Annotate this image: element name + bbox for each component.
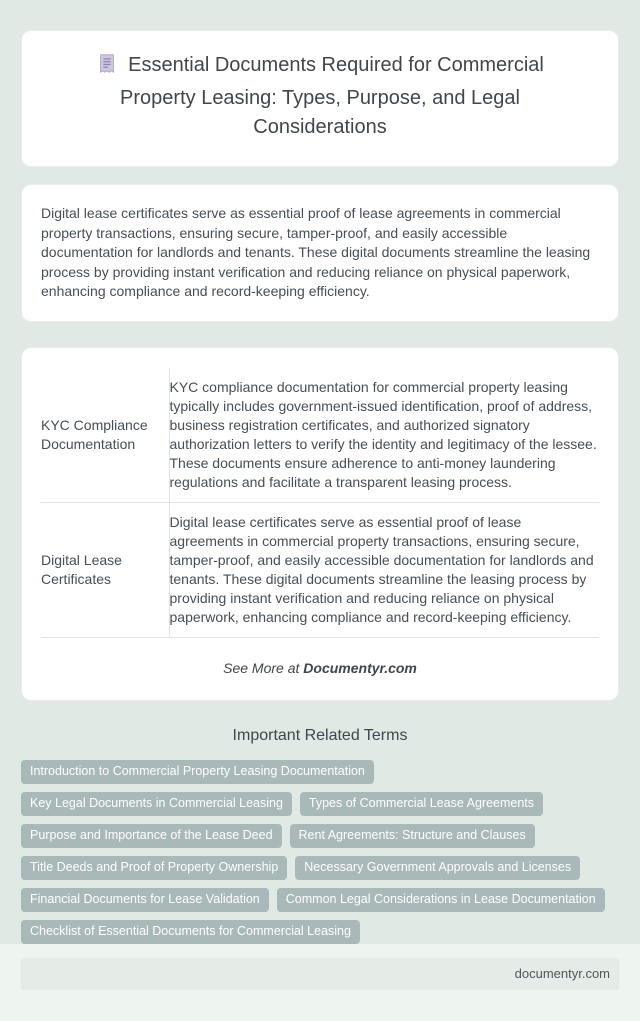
intro-paragraph: Digital lease certificates serve as essential proof of lease agreements in commercial property transactions, ensuring secure, tamper-proof, and easily accessible documentation for landlords and tenants. These digital documents streamline the leasing process by providing instant verification and reducing reliance on physical paperwork, enhancing compliance and record-keeping efficiency. [41,205,591,299]
see-more-line [41,660,599,676]
term-cell: Digital Lease Certificates [41,502,169,637]
footer-site-label: documentyr.com [514,966,610,981]
related-term-tag[interactable]: Introduction to Commercial Property Leasing Documentation [21,760,374,784]
see-more-prefix: See More at [223,659,304,676]
description-cell: KYC compliance documentation for commercial property leasing typically includes government-issued identification, proof of address, business registration certificates, and authorized signatory authorization letters to verify the identity and legitimacy of the lessee. These documents ensure adherence to anti-money laundering regulations and facilitate a transparent leasing process. [169,368,599,503]
footer-bar [21,958,619,990]
intro-card [21,184,619,322]
description-cell: Digital lease certificates serve as essential proof of lease agreements in commercial property transactions, ensuring secure, tamper-proof, and easily accessible documentation for landlords and tenants. These digital documents streamline the leasing process by providing instant verification and reducing reliance on physical paperwork, enhancing compliance and record-keeping efficiency. [169,502,599,637]
related-term-tag[interactable]: Purpose and Importance of the Lease Deed [21,824,282,848]
related-term-tag[interactable]: Rent Agreements: Structure and Clauses [290,824,535,848]
bottom-section [0,944,640,1021]
related-terms-tags [21,760,619,944]
see-more-brand: Documentyr.com [303,659,417,676]
related-term-tag[interactable]: Types of Commercial Lease Agreements [300,792,543,816]
related-term-tag[interactable]: Title Deeds and Proof of Property Ownership [21,856,287,880]
related-term-tag[interactable]: Necessary Government Approvals and Licenses [295,856,580,880]
title-card [21,30,619,167]
related-term-tag[interactable]: Common Legal Considerations in Lease Documentation [277,888,605,912]
related-term-tag[interactable]: Financial Documents for Lease Validation [21,888,269,912]
related-term-tag[interactable]: Checklist of Essential Documents for Commercial Leasing [21,920,360,944]
terms-table-card [21,347,619,701]
related-term-tag[interactable]: Key Legal Documents in Commercial Leasing [21,792,292,816]
term-cell: KYC Compliance Documentation [41,368,169,503]
table-row [41,368,599,503]
page-title-text: Essential Documents Required for Commercial Property Leasing: Types, Purpose, and Legal Considerations [120,54,544,138]
table-row [41,502,599,637]
related-terms-heading: Important Related Terms [232,726,408,744]
receipt-icon [96,53,118,84]
terms-table [41,368,599,638]
page-title [64,51,576,142]
